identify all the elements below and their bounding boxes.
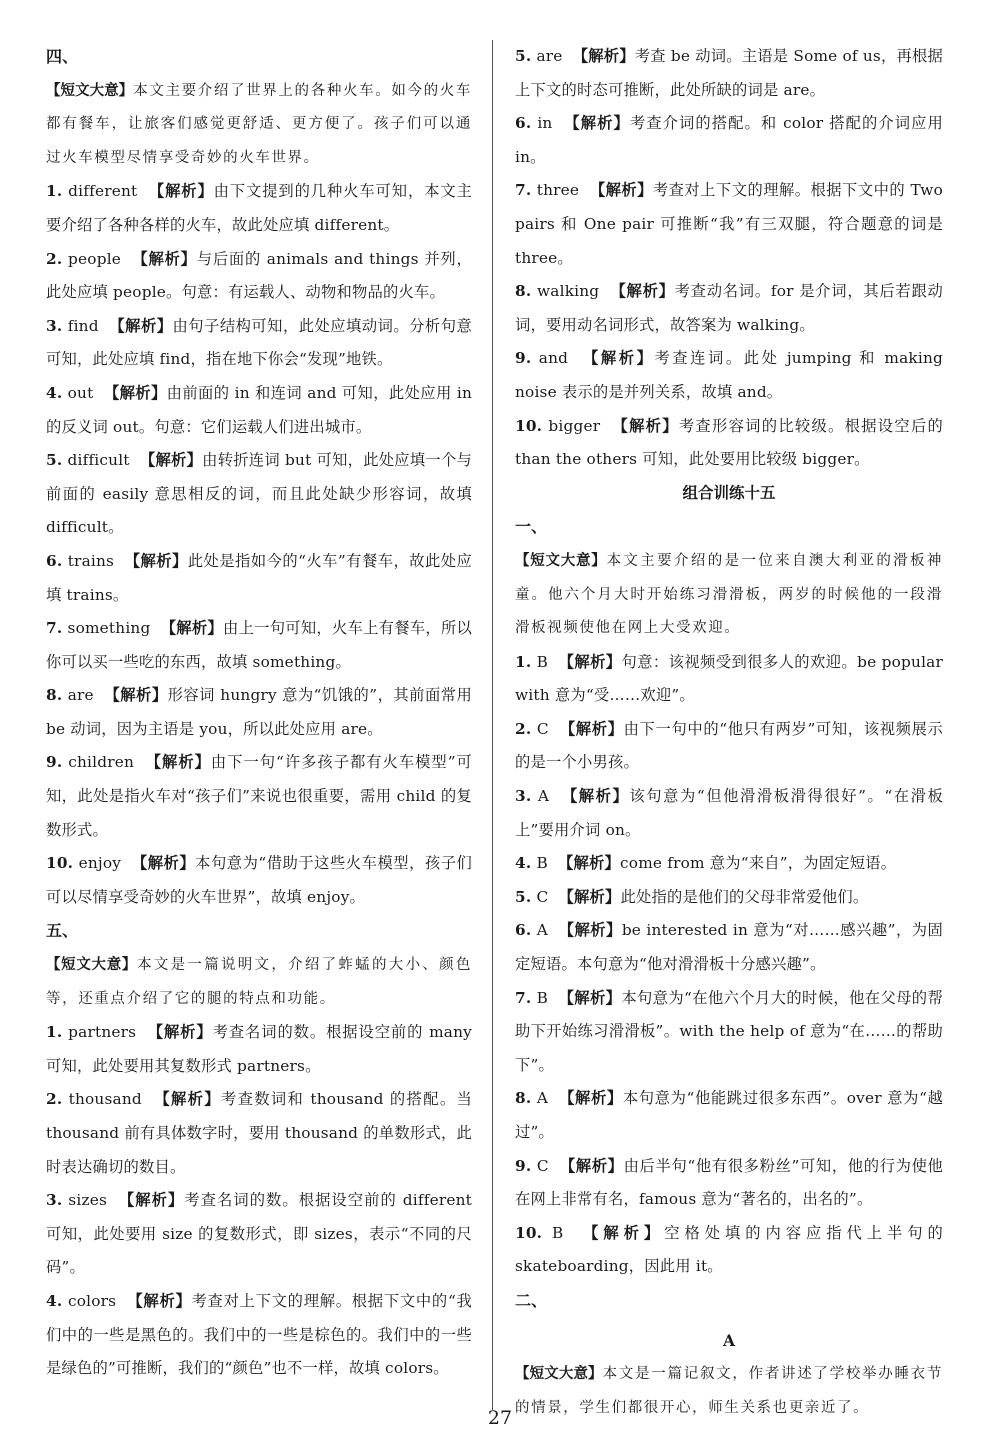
analysis-text: 考查 be 动词。主语是 Some of us，再根据上下文的时态可推断，此处所缺的词是 are。: [515, 47, 944, 99]
answer-word: C: [536, 1156, 549, 1175]
answer-word: in: [537, 114, 553, 133]
analysis-tag: 【解析】: [148, 182, 214, 201]
answer-word: C: [536, 887, 549, 906]
analysis-tag: 【解析】: [558, 887, 621, 906]
answer-item: [46, 175, 472, 242]
answer-number: 6.: [46, 551, 63, 570]
answer-item: [46, 1083, 472, 1184]
analysis-text: 句意：该视频受到很多人的欢迎。be popular with 意为“受……欢迎”。: [515, 652, 944, 705]
answer-word: children: [68, 753, 135, 772]
answer-word: are: [67, 686, 94, 705]
answer-item: [515, 881, 943, 915]
answer-number: 9.: [515, 1156, 532, 1175]
answer-item: [515, 107, 943, 174]
summary-four: [46, 74, 472, 176]
answer-item: [515, 780, 943, 847]
exercise-heading: 组合训练十五: [682, 483, 776, 502]
analysis-text: 由下一句“许多孩子都有火车模型”可知，此处是指火车对“孩子们”来说也很重要，需用 child 的复数形式。: [46, 753, 472, 839]
answer-word: and: [538, 349, 569, 368]
answer-word: C: [536, 719, 549, 738]
summary-text: 本文是一篇说明文，介绍了蚱蜢的大小、颜色等，还重点介绍了它的腿的特点和功能。: [46, 957, 473, 1007]
analysis-text: 考查对上下文的理解。根据下文中的 Two pairs 和 One pair 可推断“我”有三双腿，符合题意的词是 three。: [515, 181, 944, 267]
analysis-tag: 【解析】: [145, 753, 211, 772]
answer-number: 2.: [515, 719, 532, 738]
section-four-label: 四、: [46, 47, 79, 66]
answer-item: [515, 40, 943, 107]
answer-item: [515, 1082, 943, 1149]
answer-item: [515, 713, 943, 780]
answer-item: [46, 243, 472, 310]
answer-word: sizes: [68, 1191, 108, 1210]
summary-tag: 【短文大意】: [515, 551, 607, 569]
analysis-text: 考查名词的数。根据设空前的 different 可知，此处要用 size 的复数形式，即 sizes，表示“不同的尺码”。: [46, 1191, 473, 1277]
answer-item: [515, 1150, 943, 1217]
analysis-tag: 【解析】: [118, 1191, 185, 1210]
analysis-tag: 【解析】: [154, 1090, 221, 1109]
analysis-tag: 【解析】: [572, 47, 635, 65]
answer-word: partners: [68, 1023, 137, 1042]
analysis-text: 本句意为“借助于这些火车模型，孩子们可以尽情享受奇妙的火车世界”，故填 enjoy。: [46, 854, 473, 906]
answer-word: people: [68, 249, 122, 268]
answer-number: 3.: [515, 787, 532, 806]
answer-number: 6.: [515, 921, 532, 940]
column-divider: [492, 40, 493, 1410]
answer-word: B: [536, 988, 549, 1007]
passage-a-label: A: [722, 1330, 736, 1350]
answer-number: 1.: [46, 182, 63, 201]
answer-item: [515, 847, 943, 881]
summary-text: 本文是一篇记叙文，作者讲述了学校举办睡衣节的情景，学生们都很开心，师生关系也更亲近了。: [515, 1366, 943, 1416]
answer-word: colors: [67, 1291, 117, 1310]
answer-item: [515, 275, 943, 342]
answer-word: different: [68, 182, 138, 201]
answer-item: [46, 679, 472, 746]
analysis-text: 此处指的是他们的父母非常爱他们。: [620, 887, 869, 906]
analysis-tag: 【解析】: [139, 451, 203, 470]
answer-item: [46, 545, 472, 612]
answer-item: [515, 342, 943, 409]
answer-number: 3.: [46, 1191, 63, 1210]
answer-word: walking: [536, 282, 600, 301]
answer-word: bigger: [548, 416, 601, 435]
answer-word: B: [536, 854, 548, 873]
answer-word: B: [552, 1223, 564, 1242]
answer-word: difficult: [67, 451, 130, 470]
analysis-text: come from 意为“来自”，为固定短语。: [620, 854, 897, 873]
analysis-text: 由上一句可知，火车上有餐车，所以你可以买一些吃的东西，故填 something。: [46, 619, 473, 671]
analysis-text: 本句意为“他能跳过很多东西”。over 意为“越过”。: [515, 1089, 944, 1141]
summary-tag: 【短文大意】: [46, 81, 134, 99]
analysis-tag: 【解析】: [589, 181, 653, 200]
analysis-tag: 【解析】: [564, 114, 630, 133]
answer-number: 6.: [515, 114, 532, 133]
section-one-label: 一、: [515, 517, 548, 537]
summary-text: 本文主要介绍的是一位来自澳大利亚的滑板神童。他六个月大时开始练习滑滑板，两岁的时候他的一段滑滑板视频使他在网上大受欢迎。: [515, 552, 944, 637]
analysis-text: 由句子结构可知，此处应填动词。分析句意可知，此处应填 find，指在地下你会“发现”地铁。: [46, 316, 472, 369]
answer-number: 10.: [46, 854, 74, 873]
answer-number: 8.: [515, 1089, 532, 1108]
analysis-tag: 【解析】: [103, 383, 167, 402]
answer-number: 9.: [515, 349, 532, 368]
answer-number: 2.: [46, 1090, 63, 1109]
answer-word: something: [67, 619, 151, 638]
analysis-text: be interested in 意为“对……感兴趣”，为固定短语。本句意为“他对滑滑板十分感兴趣”。: [515, 921, 944, 974]
answer-word: A: [537, 787, 550, 806]
answer-word: enjoy: [78, 854, 122, 873]
analysis-text: 形容词 hungry 意为“饥饿的”，其前面常用 be 动词，因为主语是 you，所以此处应用 are。: [46, 686, 472, 738]
analysis-text: 此处是指如今的“火车”有餐车，故此处应填 trains。: [46, 551, 472, 604]
analysis-text: 本句意为“在他六个月大的时候，他在父母的帮助下开始练习滑滑板”。with the help of 意为“在……的帮助下”。: [515, 988, 943, 1074]
analysis-text: 考查对上下文的理解。根据下文中的“我们中的一些是黑色的。我们中的一些是棕色的。我们中的一些是绿色的”可推断，我们的“颜色”也不一样，故填 colors。: [46, 1291, 472, 1378]
answer-number: 5.: [46, 451, 63, 470]
summary-one: [515, 544, 943, 646]
section-five-answers-continued: [515, 40, 943, 477]
analysis-tag: 【解析】: [147, 1023, 213, 1042]
answer-number: 5.: [515, 887, 532, 906]
analysis-tag: 【解析】: [559, 1089, 623, 1108]
answer-number: 1.: [515, 652, 532, 671]
analysis-tag: 【解析】: [104, 686, 168, 705]
analysis-text: 该句意为“但他滑滑板滑得很好”。“在滑板上”要用介词 on。: [515, 787, 943, 839]
analysis-text: 与后面的 animals and things 并列，此处应填 people。句意：有运载人、动物和物品的火车。: [46, 249, 473, 302]
answer-number: 9.: [46, 753, 63, 772]
analysis-tag: 【解析】: [559, 719, 624, 738]
answer-word: A: [536, 1089, 549, 1108]
answer-number: 2.: [46, 249, 63, 268]
answer-item: [46, 1184, 472, 1285]
summary-text: 本文主要介绍了世界上的各种火车。如今的火车都有餐车，让旅客们感觉更舒适、更方便了。孩子们可以通过火车模型尽情享受奇妙的火车世界。: [46, 82, 473, 166]
analysis-text: 考查形容词的比较级。根据设空后的 than the others 可知，此处要用比较级 bigger。: [515, 416, 944, 469]
section-two-label: 二、: [515, 1290, 548, 1310]
right-column: [515, 40, 943, 1425]
analysis-tag: 【解析】: [612, 416, 679, 435]
answer-number: 4.: [46, 1291, 63, 1310]
analysis-text: 考查数词和 thousand 的搭配。当 thousand 前有具体数字时，要用 thousand 的单数形式，此时表达确切的数目。: [46, 1090, 472, 1176]
analysis-tag: 【解析】: [132, 249, 197, 268]
analysis-tag: 【解析】: [558, 652, 622, 671]
analysis-text: 考查介词的搭配。和 color 搭配的介词应用 in。: [515, 114, 943, 166]
summary-five: [46, 948, 472, 1016]
analysis-tag: 【解析】: [610, 282, 675, 301]
summary-tag: 【短文大意】: [46, 956, 138, 974]
analysis-tag: 【解析】: [561, 787, 630, 806]
answer-number: 7.: [515, 988, 532, 1007]
answer-word: out: [67, 383, 94, 402]
answer-number: 8.: [46, 686, 63, 705]
answer-item: [46, 746, 472, 847]
answer-item: [46, 1016, 472, 1083]
analysis-text: 由下一句中的“他只有两岁”可知，该视频展示的是一个小男孩。: [515, 719, 944, 772]
answer-word: find: [67, 316, 99, 335]
analysis-tag: 【解析】: [109, 316, 173, 335]
analysis-tag: 【解析】: [559, 1156, 624, 1175]
summary-tag: 【短文大意】: [515, 1365, 603, 1383]
answer-number: 3.: [46, 316, 63, 335]
analysis-tag: 【解析】: [124, 551, 188, 570]
section-five-answers: [46, 1016, 472, 1386]
answer-number: 4.: [515, 854, 532, 873]
analysis-tag: 【解析】: [127, 1291, 192, 1310]
analysis-text: 考查动名词。for 是介词，其后若跟动词，要用动名词形式，故答案为 walking。: [515, 282, 943, 334]
analysis-text: 由下文提到的几种火车可知，本文主要介绍了各种各样的火车，故此处应填 different。: [46, 182, 473, 234]
analysis-text: 空格处填的内容应指代上半句的 skateboarding，因此用 it。: [515, 1223, 944, 1276]
section-five-label: 五、: [46, 921, 79, 941]
analysis-tag: 【解析】: [160, 619, 224, 638]
section-four-answers: [46, 175, 472, 914]
answer-item: [46, 444, 472, 545]
answer-item: [515, 174, 943, 275]
analysis-text: 由后半句“他有很多粉丝”可知，他的行为使他在网上非常有名，famous 意为“著名的，出名的”。: [515, 1156, 944, 1209]
answer-number: 7.: [515, 181, 532, 200]
answer-number: 10.: [515, 416, 543, 435]
answer-number: 7.: [46, 619, 63, 638]
answer-word: B: [536, 652, 549, 671]
analysis-tag: 【解析】: [583, 1223, 665, 1242]
answer-word: thousand: [68, 1090, 142, 1109]
answer-word: A: [536, 921, 548, 940]
answer-number: 10.: [515, 1223, 543, 1242]
analysis-text: 由前面的 in 和连词 and 可知，此处应用 in 的反义词 out。句意：它们运载人们进出城市。: [46, 383, 473, 436]
analysis-text: 由转折连词 but 可知，此处应填一个与前面的 easily 意思相反的词，而且此处缺少形容词，故填 difficult。: [46, 451, 473, 537]
answer-number: 4.: [46, 383, 63, 402]
analysis-tag: 【解析】: [558, 854, 621, 873]
analysis-tag: 【解析】: [558, 921, 622, 940]
answer-item: [46, 310, 472, 377]
analysis-text: 考查名词的数。根据设空前的 many 可知，此处要用其复数形式 partners。: [46, 1023, 473, 1075]
left-column: [46, 40, 472, 1386]
page-number: 27: [487, 1407, 513, 1429]
answer-item: [46, 847, 472, 914]
section-one-answers: [515, 646, 943, 1284]
analysis-tag: 【解析】: [131, 854, 196, 873]
answer-item: [515, 646, 943, 713]
answer-number: 8.: [515, 282, 532, 301]
answer-number: 1.: [46, 1023, 63, 1042]
answer-item: [515, 914, 943, 981]
answer-item: [515, 1217, 943, 1284]
answer-item: [46, 377, 472, 444]
analysis-tag: 【解析】: [583, 349, 655, 368]
answer-word: are: [536, 47, 563, 65]
answer-item: [515, 410, 943, 477]
answer-number: 5.: [515, 47, 532, 65]
answer-word: three: [536, 181, 580, 200]
answer-word: trains: [67, 551, 115, 570]
answer-item: [46, 612, 472, 679]
answer-item: [46, 1285, 472, 1386]
analysis-text: 考查连词。此处 jumping 和 making noise 表示的是并列关系，故填 and。: [515, 349, 943, 401]
answer-item: [515, 982, 943, 1083]
analysis-tag: 【解析】: [558, 988, 622, 1007]
